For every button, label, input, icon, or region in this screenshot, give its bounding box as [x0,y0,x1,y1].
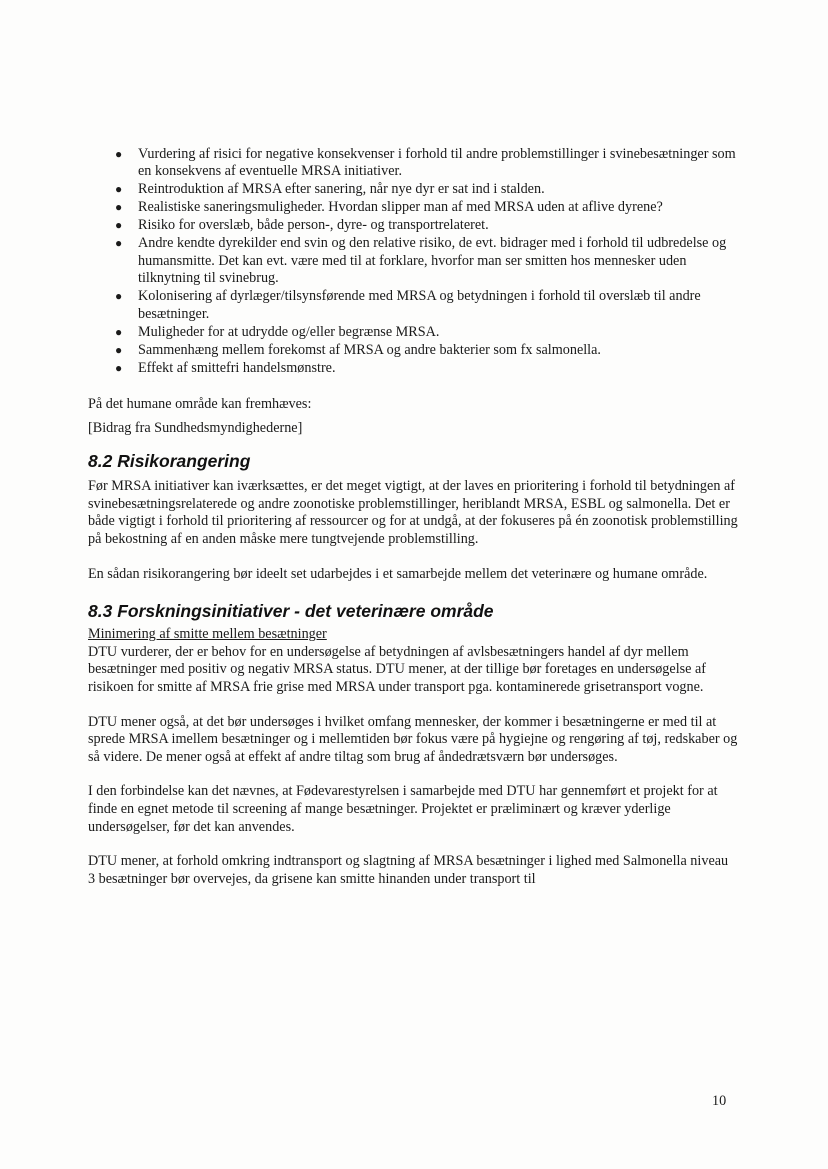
humane-contribution-placeholder: [Bidrag fra Sundhedsmyndighederne] [88,419,303,436]
list-item: ● Vurdering af risici for negative konsekvenser i forhold til andre problemstillinger i svinebesætninger som en konsekvens af eventuelle MRSA initiativer. [115,146,736,180]
research-paragraph: I den forbindelse kan det nævnes, at Fødevarestyrelsen i samarbejde med DTU har gennemført et projekt for at finde en egnet metode til screening af mange besætninger. Projektet er præliminært og kræver yderlige undersøgelser, før det kan anvendes. [88,783,718,835]
list-item: ● Reintroduktion af MRSA efter sanering, når nye dyr er sat ind i stalden. [115,181,545,198]
bullet-list [88,146,738,377]
bullet-icon: ● [115,360,123,375]
risk-ranking-paragraph: Før MRSA initiativer kan iværksættes, er det meget vigtigt, at der laves en prioritering i forhold til betydningen af svinebesætningsrelaterede og andre zoonotiske problemstillinger, heriblandt MRSA, ESBL og salmonella. Det er både vigtigt i forhold til prioritering af ressourcer og for at undgå, at der fokuseres på én zoonotisk problemstilling på bekostning af en anden måske mere tungtvejende problemstilling. [88,478,738,547]
list-item: ● Muligheder for at udrydde og/eller begrænse MRSA. [115,323,440,340]
bullet-icon: ● [115,342,123,357]
humane-intro: På det humane område kan fremhæves: [88,396,312,413]
page-content [88,146,738,888]
bullet-icon: ● [115,218,123,233]
subheading-infection-minimization: Minimering af smitte mellem besætninger [88,626,327,643]
section-heading-risk-ranking: 8.2 Risikorangering [88,451,251,472]
list-item: ● Effekt af smittefri handelsmønstre. [115,359,336,376]
research-paragraph: DTU mener også, at det bør undersøges i hvilket omfang mennesker, der kommer i besætningerne er med til at sprede MRSA imellem besætninger og i mellemtiden bør fokus være på hygiejne og rengøring af tøj, redskaber og så videre. De mener også at effekt af andre tiltag som brug af åndedrætsværn bør undersøges. [88,713,738,765]
list-item: ● Andre kendte dyrekilder end svin og den relative risiko, de evt. bidrager med i forhold til udbredelse og humansmitte. Det kan evt. være med til at forklare, hvorfor man ser smitten hos mennesker uden tilknytning til svinebrug. [115,235,727,287]
risk-ranking-paragraph: En sådan risikorangering bør ideelt set udarbejdes i et samarbejde mellem det veterinære og humane område. [88,565,708,582]
bullet-icon: ● [115,236,123,251]
bullet-icon: ● [115,182,123,197]
list-item: ● Risiko for overslæb, både person-, dyre- og transportrelateret. [115,217,489,234]
bullet-icon: ● [115,200,123,215]
bullet-icon: ● [115,289,123,304]
bullet-icon: ● [115,147,123,161]
research-paragraph: DTU vurderer, der er behov for en undersøgelse af betydningen af avlsbesætningers handel af dyr mellem besætninger med positiv og negativ MRSA status. DTU mener, at der tillige bør foretages en undersøgelse af risikoen for smitte af MRSA frie grise med MRSA under transport pga. kontaminerede grisetransport vogne. [88,643,707,695]
list-item: ● Sammenhæng mellem forekomst af MRSA og andre bakterier som fx salmonella. [115,341,601,358]
list-item: ● Kolonisering af dyrlæger/tilsynsførende med MRSA og betydningen i forhold til overslæb til andre besætninger. [115,288,701,322]
section-heading-research-initiatives: 8.3 Forskningsinitiativer - det veterinære område [88,601,494,622]
page-number: 10 [712,1093,727,1109]
bullet-icon: ● [115,324,123,339]
research-paragraph: DTU mener, at forhold omkring indtransport og slagtning af MRSA besætninger i lighed med Salmonella niveau 3 besætninger bør overvejes, da grisene kan smitte hinanden under transport til [88,853,729,887]
list-item: ● Realistiske saneringsmuligheder. Hvordan slipper man af med MRSA uden at aflive dyrene? [115,199,663,216]
